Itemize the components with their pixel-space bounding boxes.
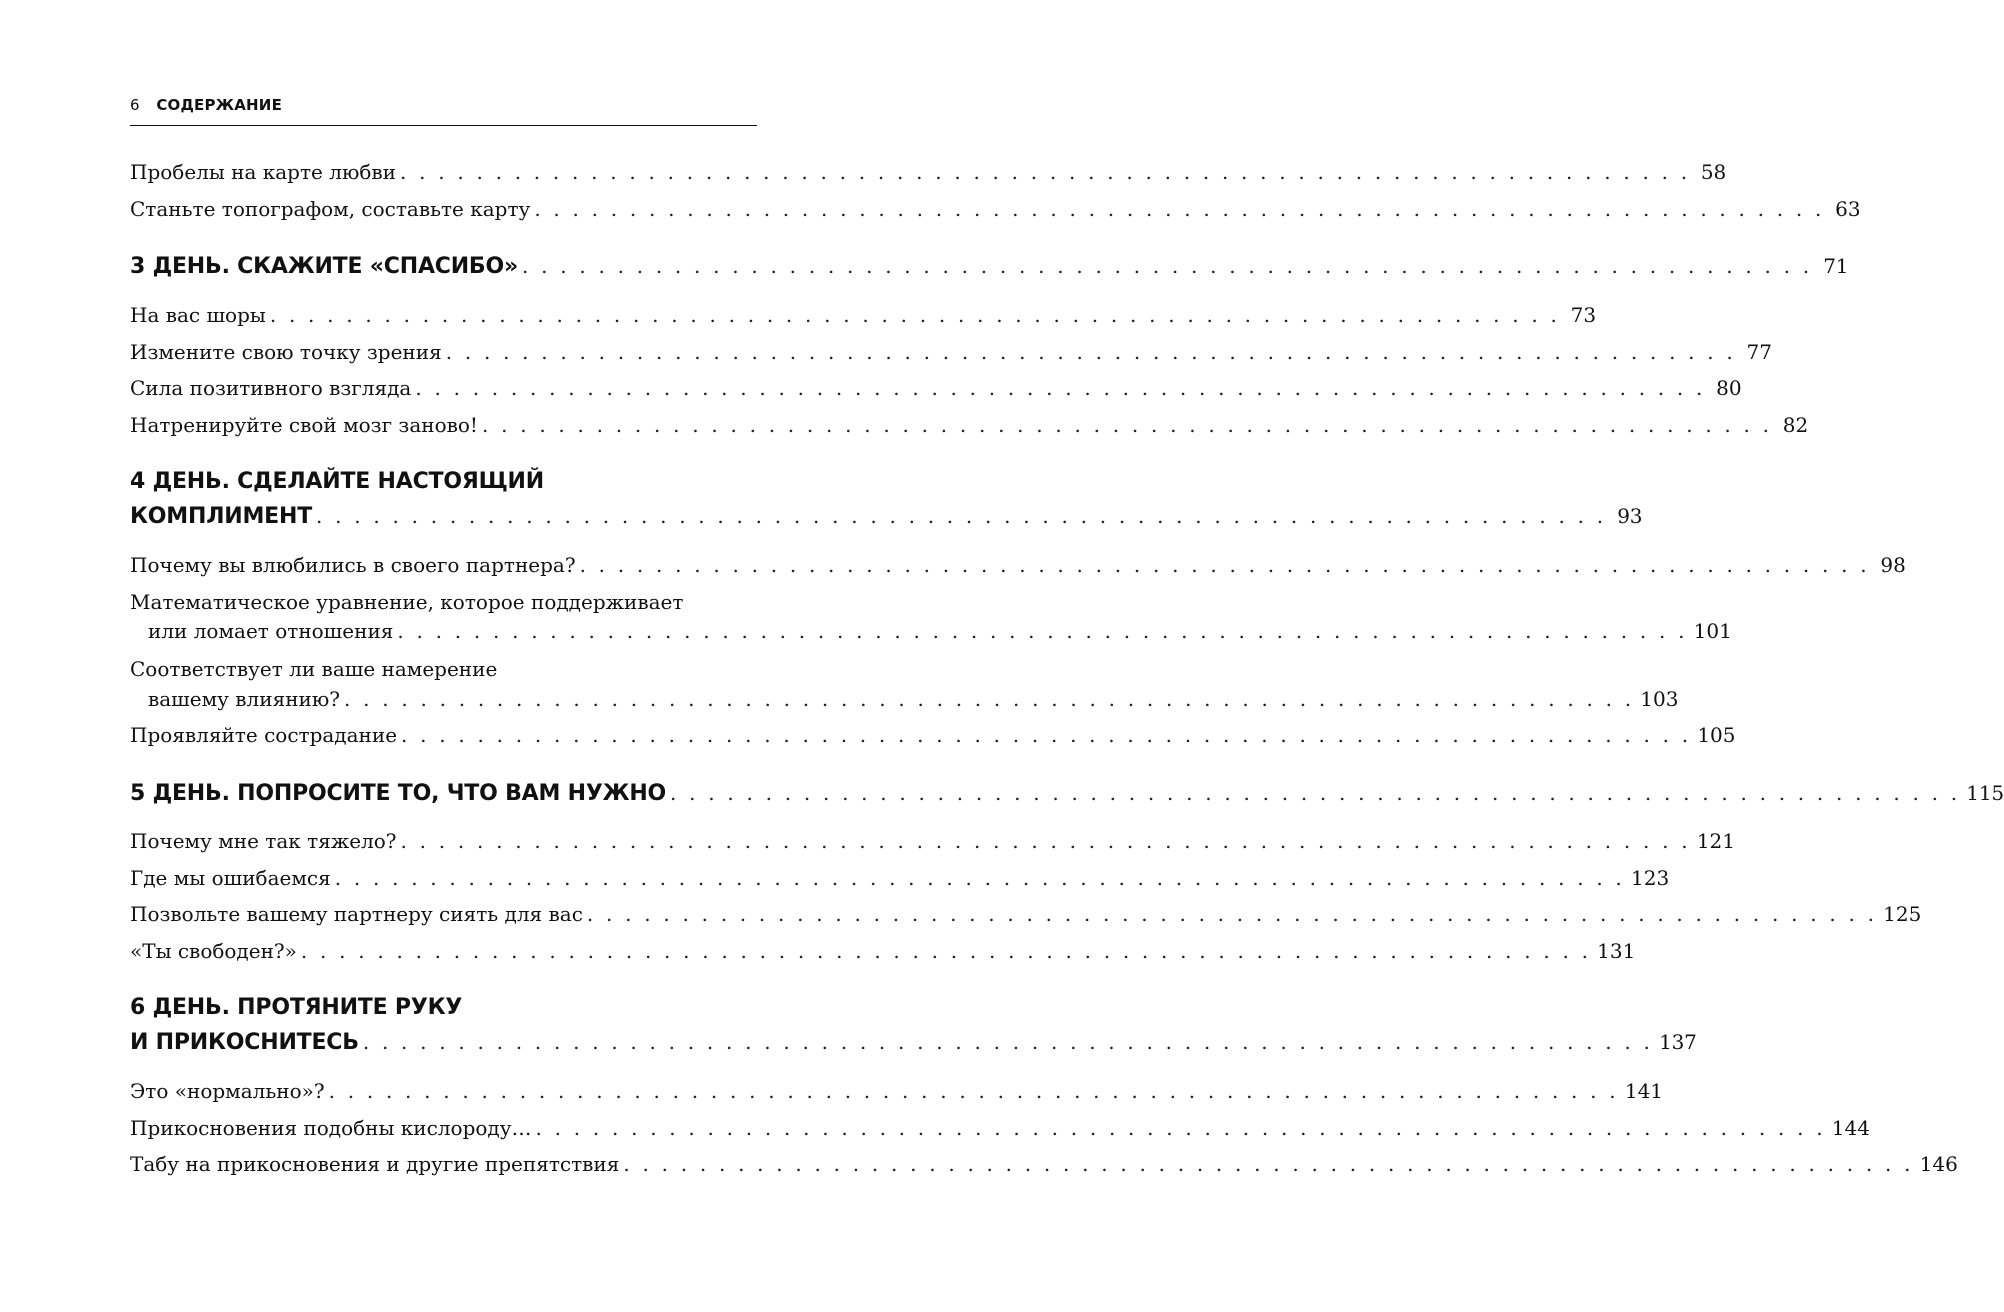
leader-dots: . . . . . . . . . . . . . . . . . . . . . . . . . . . . . . . . . . . . . . . . . . . . . . . . . . . . . . . . . . . . . . . . . . . .	[300, 939, 1592, 963]
toc-entry-page: 58	[1700, 160, 1727, 184]
chapter-page: 115	[1966, 781, 2004, 805]
leader-dots: . . . . . . . . . . . . . . . . . . . . . . . . . . . . . . . . . . . . . . . . . . . . . . . . . . . . . . . . . . . . . . . . . . . .	[445, 340, 1736, 364]
leader-dots: . . . . . . . . . . . . . . . . . . . . . . . . . . . . . . . . . . . . . . . . . . . . . . . . . . . . . . . . . . . . . . . . . . . .	[586, 902, 1878, 926]
toc-entry-title: Почему мне так тяжело?	[130, 829, 397, 853]
leader-dots: . . . . . . . . . . . . . . . . . . . . . . . . . . . . . . . . . . . . . . . . . . . . . . . . . . . . . . . . . . . . . . . . . . . .	[522, 254, 1813, 278]
leader-dots: . . . . . . . . . . . . . . . . . . . . . . . . . . . . . . . . . . . . . . . . . . . . . . . . . . . . . . . . . . . . . . . . . . . .	[362, 1030, 1654, 1054]
leader-dots: . . . . . . . . . . . . . . . . . . . . . . . . . . . . . . . . . . . . . . . . . . . . . . . . . . . . . . . . . . . . . . . . . . . .	[481, 413, 1773, 437]
toc-entry-page: 101	[1693, 619, 1732, 643]
toc-entry-title: или ломает отношения	[148, 619, 394, 643]
toc-entry[interactable]	[130, 413, 1809, 443]
toc-entry-page: 98	[1880, 553, 1906, 577]
leader-dots: . . . . . . . . . . . . . . . . . . . . . . . . . . . . . . . . . . . . . . . . . . . . . . . . . . . . . . . . . . . . . . . . . . . .	[415, 376, 1706, 400]
toc-entry[interactable]	[130, 687, 1679, 717]
toc-entry-page: 77	[1746, 340, 1772, 364]
toc-entry-page: 105	[1697, 723, 1736, 747]
leader-dots: . . . . . . . . . . . . . . . . . . . . . . . . . . . . . . . . . . . . . . . . . . . . . . . . . . . . . . . . . . . . . . . . . . . .	[328, 1079, 1619, 1103]
toc-entry[interactable]	[130, 829, 1735, 859]
leader-dots: . . . . . . . . . . . . . . . . . . . . . . . . . . . . . . . . . . . . . . . . . . . . . . . . . . . . . . . . . . . . . . . . . . . .	[579, 553, 1870, 577]
page-number: 6	[130, 96, 140, 114]
toc-entry[interactable]	[130, 902, 1922, 932]
toc-entry-title: Натренируйте свой мозг заново!	[130, 413, 478, 437]
toc-entry[interactable]	[130, 619, 1732, 649]
toc-entry-title: Проявляйте сострадание	[130, 723, 398, 747]
toc-entry-page: 80	[1716, 376, 1742, 400]
toc-entry-title: Почему вы влюбились в своего партнера?	[130, 553, 576, 577]
chapter-page: 71	[1823, 254, 1849, 278]
toc-entry[interactable]	[130, 866, 1670, 896]
toc-entry-line1[interactable]: Соответствует ли ваше намерение	[130, 657, 498, 681]
toc-entry-page: 146	[1919, 1152, 1958, 1176]
toc-entry-page: 144	[1831, 1116, 1870, 1140]
chapter-heading-line1[interactable]: 6 ДЕНЬ. ПРОТЯНИТЕ РУКУ	[130, 995, 463, 1020]
leader-dots: . . . . . . . . . . . . . . . . . . . . . . . . . . . . . . . . . . . . . . . . . . . . . . . . . . . . . . . . . . . . . . . . . . . .	[534, 197, 1825, 221]
toc-entry-title: Пробелы на карте любви	[130, 160, 396, 184]
chapter-title: И ПРИКОСНИТЕСЬ	[130, 1030, 359, 1055]
toc-entry-title: Где мы ошибаемся	[130, 866, 331, 890]
chapter-heading[interactable]	[130, 254, 1849, 284]
toc-entry-page: 73	[1570, 303, 1597, 327]
chapter-heading[interactable]	[130, 781, 2004, 811]
toc-entry[interactable]	[130, 340, 1772, 370]
chapter-page: 93	[1617, 504, 1643, 528]
toc-entry[interactable]	[130, 1152, 1958, 1182]
leader-dots: . . . . . . . . . . . . . . . . . . . . . . . . . . . . . . . . . . . . . . . . . . . . . . . . . . . . . . . . . . . . . . . . . . . .	[269, 303, 1561, 327]
toc-entry-page: 121	[1696, 829, 1735, 853]
leader-dots: . . . . . . . . . . . . . . . . . . . . . . . . . . . . . . . . . . . . . . . . . . . . . . . . . . . . . . . . . . . . . . . . . . . .	[344, 687, 1635, 711]
toc-entry-page: 131	[1597, 939, 1636, 963]
toc-entry-title: Сила позитивного взгляда	[130, 376, 412, 400]
toc-entry-page: 123	[1631, 866, 1670, 890]
leader-dots: . . . . . . . . . . . . . . . . . . . . . . . . . . . . . . . . . . . . . . . . . . . . . . . . . . . . . . . . . . . . . . . . . . . .	[535, 1116, 1826, 1140]
toc-entry[interactable]	[130, 376, 1742, 406]
chapter-heading[interactable]	[130, 1030, 1697, 1060]
toc-entry-line1[interactable]: Математическое уравнение, которое поддерживает	[130, 590, 684, 614]
toc-entry-title: На вас шоры	[130, 303, 266, 327]
chapter-title: КОМПЛИМЕНТ	[130, 504, 313, 529]
toc-entry[interactable]	[130, 1079, 1664, 1109]
toc-entry-page: 103	[1640, 687, 1679, 711]
toc-entry[interactable]	[130, 303, 1597, 333]
toc-entry-title: Позвольте вашему партнеру сиять для вас	[130, 902, 583, 926]
chapter-page: 137	[1659, 1030, 1697, 1054]
toc-entry[interactable]	[130, 197, 1861, 227]
toc-entry-title: Измените свою точку зрения	[130, 340, 442, 364]
section-title: СОДЕРЖАНИЕ	[156, 96, 283, 114]
chapter-title: 5 ДЕНЬ. ПОПРОСИТЕ ТО, ЧТО ВАМ НУЖНО	[130, 781, 667, 806]
toc-entry-title: Это «нормально»?	[130, 1079, 325, 1103]
running-head	[130, 96, 757, 122]
toc-entry[interactable]	[130, 553, 1906, 583]
toc-entry-page: 82	[1782, 413, 1809, 437]
toc-entry[interactable]	[130, 160, 1727, 190]
toc-entry[interactable]	[130, 723, 1736, 753]
toc-entry-title: вашему влиянию?	[148, 687, 341, 711]
toc-entry-title: Станьте топографом, составьте карту	[130, 197, 531, 221]
leader-dots: . . . . . . . . . . . . . . . . . . . . . . . . . . . . . . . . . . . . . . . . . . . . . . . . . . . . . . . . . . . . . . . . . . . .	[334, 866, 1625, 890]
toc-entry-title: «Ты свободен?»	[130, 939, 297, 963]
leader-dots: . . . . . . . . . . . . . . . . . . . . . . . . . . . . . . . . . . . . . . . . . . . . . . . . . . . . . . . . . . . . . . . . . . . .	[623, 1152, 1914, 1176]
toc-entry-title: Табу на прикосновения и другие препятствия	[130, 1152, 620, 1176]
leader-dots: . . . . . . . . . . . . . . . . . . . . . . . . . . . . . . . . . . . . . . . . . . . . . . . . . . . . . . . . . . . . . . . . . . . .	[400, 160, 1691, 184]
leader-dots: . . . . . . . . . . . . . . . . . . . . . . . . . . . . . . . . . . . . . . . . . . . . . . . . . . . . . . . . . . . . . . . . . . . .	[670, 781, 1961, 805]
chapter-heading-line1[interactable]: 4 ДЕНЬ. СДЕЛАЙТЕ НАСТОЯЩИЙ	[130, 469, 544, 494]
toc-entry-page: 63	[1835, 197, 1861, 221]
toc-entry-page: 125	[1883, 902, 1922, 926]
leader-dots: . . . . . . . . . . . . . . . . . . . . . . . . . . . . . . . . . . . . . . . . . . . . . . . . . . . . . . . . . . . . . . . . . . . .	[397, 619, 1688, 643]
toc-entry[interactable]	[130, 1116, 1870, 1146]
toc-entry-page: 141	[1624, 1079, 1664, 1103]
leader-dots: . . . . . . . . . . . . . . . . . . . . . . . . . . . . . . . . . . . . . . . . . . . . . . . . . . . . . . . . . . . . . . . . . . . .	[316, 504, 1607, 528]
toc-entry-title: Прикосновения подобны кислороду…	[130, 1116, 532, 1140]
chapter-title: 3 ДЕНЬ. СКАЖИТЕ «СПАСИБО»	[130, 254, 519, 279]
header-rule	[130, 125, 757, 126]
toc-entry[interactable]	[130, 939, 1636, 969]
leader-dots: . . . . . . . . . . . . . . . . . . . . . . . . . . . . . . . . . . . . . . . . . . . . . . . . . . . . . . . . . . . . . . . . . . . .	[400, 829, 1691, 853]
leader-dots: . . . . . . . . . . . . . . . . . . . . . . . . . . . . . . . . . . . . . . . . . . . . . . . . . . . . . . . . . . . . . . . . . . . .	[401, 723, 1692, 747]
chapter-heading[interactable]	[130, 504, 1643, 534]
